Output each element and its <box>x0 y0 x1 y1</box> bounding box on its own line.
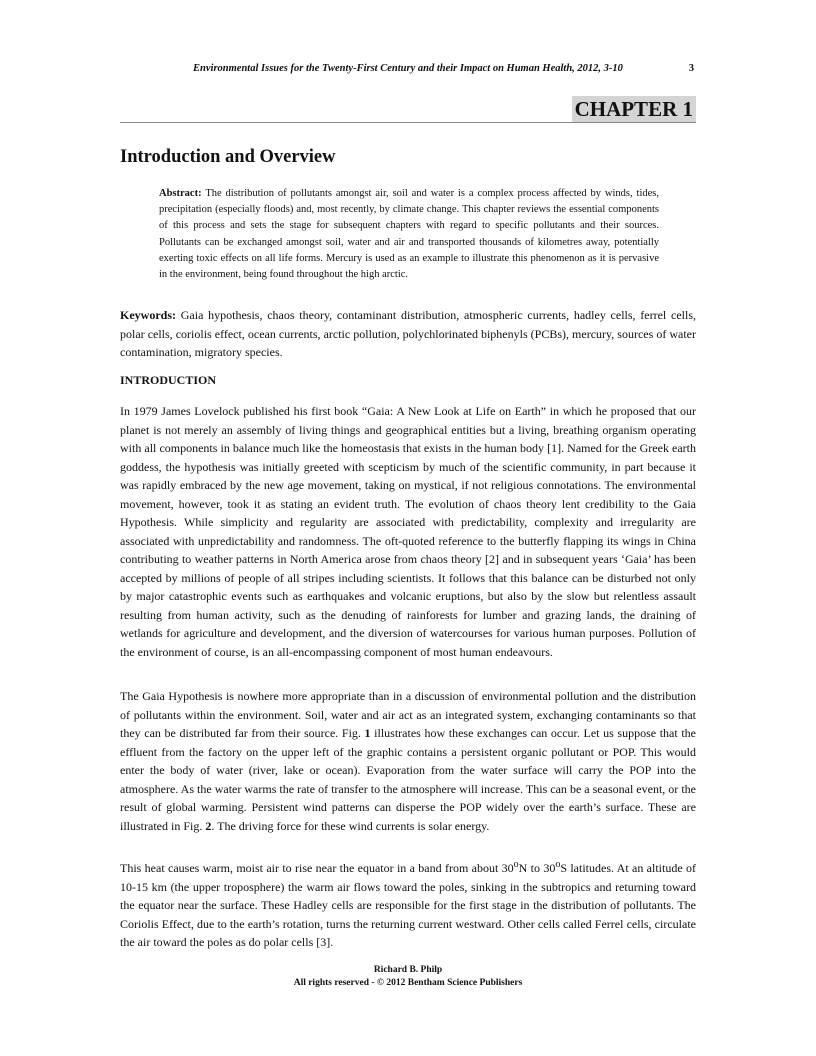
abstract-label: Abstract: <box>159 188 202 199</box>
degree-superscript: o <box>555 859 561 870</box>
keywords-text: Gaia hypothesis, chaos theory, contaminant distribution, atmospheric currents, hadley cells, ferrel cells, polar cells, coriolis effect, ocean currents, arctic pollution, polychlorinated biphenyls (PCBs), mercury, sources of water contamination, migratory species. <box>120 308 697 359</box>
figure-1-reference: 1 <box>364 726 371 740</box>
paragraph-2-part-c: . The driving force for these wind currents is solar energy. <box>211 818 490 833</box>
page-footer <box>120 964 696 990</box>
paragraph-2-part-a: The Gaia Hypothesis is nowhere more appropriate than in a discussion of environmental pollution and the distribution of pollutants within the environment. Soil, water and air act as an integrated system, exchanging contaminants so that they can be distributed far from their source. Fig. <box>120 689 696 740</box>
paragraph-3-part-c: S latitudes. At an altitude of 10-15 km (the upper troposphere) the warm air flows toward the poles, sinking in the subtropics and returning toward the equator near the surface. These Hadley cells are responsible for the first stage in the distribution of pollutants. The Coriolis Effect, due to the earth’s rotation, turns the returning current westward. Other cells called Ferrel cells, circulate the air toward the poles as do polar cells [3]. <box>120 861 697 949</box>
page-number: 3 <box>688 63 694 74</box>
abstract-text: The distribution of pollutants amongst air, soil and water is a complex process affected by winds, tides, precipitation (especially floods) and, most recently, by climate change. This chapter reviews the essential components of this process and sets the stage for subsequent chapters with regard to specific pollutants and their sources. Pollutants can be exchanged amongst soil, water and air and transported thousands of kilometres away, potentially exerting toxic effects on all life forms. Mercury is used as an example to illustrate this phenomenon as it is pervasive in the environment, being found throughout the high arctic. <box>159 188 659 281</box>
paragraph-2 <box>120 687 696 835</box>
paragraph-3 <box>120 856 696 952</box>
paragraph-2-part-b: illustrates how these exchanges can occur. Let us suppose that the effluent from the factory on the upper left of the graphic contains a persistent organic pollutant or POP. This would enter the body of water (river, lake or ocean). Evaporation from the water surface will carry the POP into the atmosphere. As the water warms the rate of transfer to the atmosphere will increase. This can be a seasonal event, or the result of global warming. Persistent wind patterns can disperse the POP widely over the earth’s surface. These are illustrated in Fig. <box>120 726 696 833</box>
footer-author: Richard B. Philp <box>373 965 443 975</box>
header-rule <box>120 122 696 123</box>
footer-copyright: All rights reserved - © 2012 Bentham Science Publishers <box>293 978 523 988</box>
keywords <box>120 306 696 362</box>
running-header: Environmental Issues for the Twenty-First Century and their Impact on Human Health, 2012, 3-10 <box>193 63 623 74</box>
chapter-title: Introduction and Overview <box>120 147 336 167</box>
chapter-label: CHAPTER 1 <box>572 96 696 122</box>
degree-superscript: o <box>513 859 519 870</box>
keywords-label: Keywords: <box>120 308 176 322</box>
paragraph-1: In 1979 James Lovelock published his first book “Gaia: A New Look at Life on Earth” in which he proposed that our planet is not merely an assembly of living things and geographical entities but a living, breathing organism operating with all components in balance much like the homeostasis that exists in the human body [1]. Named for the Greek earth goddess, the hypothesis was initially greeted with scepticism by much of the scientific community, in part because it was rapidly embraced by the new age movement, taking on mystical, if not religious connotations. The environmental movement, however, took it as stating an evident truth. The evolution of chaos theory lent credibility to the Gaia Hypothesis. While simplicity and regularity are associated with predictability, complexity and irregularity are associated with unpredictability and randomness. The oft-quoted reference to the butterfly flapping its wings in China contributing to weather patterns in North America arose from chaos theory [2] and in subsequent years ‘Gaia’ has been accepted by millions of people of all stripes including scientists. It follows that this balance can be disturbed not only by major catastrophic events such as earthquakes and volcanic eruptions, but also by the slow but relentless assault resulting from human activity, such as the denuding of rainforests for lumber and grazing lands, the draining of wetlands for agriculture and development, and the diversion of watercourses for various human purposes. Pollution of the environment of course, is an all-encompassing component of most human endeavours. <box>120 404 696 659</box>
paragraph-3-part-b: N to 30 <box>518 861 556 875</box>
abstract <box>159 186 659 283</box>
paragraph-3-part-a: This heat causes warm, moist air to rise near the equator in a band from about 30 <box>120 861 514 875</box>
figure-2-reference: 2 <box>205 818 212 833</box>
section-heading-introduction: INTRODUCTION <box>120 373 217 387</box>
